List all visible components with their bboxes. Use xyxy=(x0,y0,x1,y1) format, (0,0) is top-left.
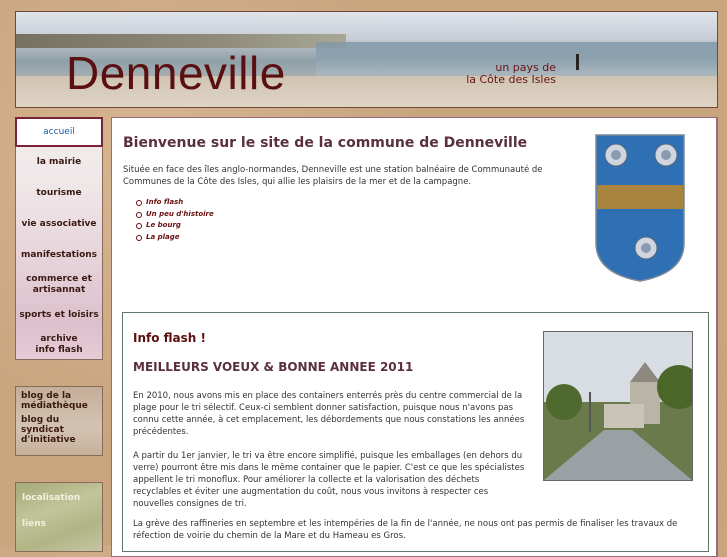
info-flash-box xyxy=(122,312,709,552)
link-bourg[interactable]: Le bourg xyxy=(146,220,214,232)
nav-item-accueil[interactable]: accueil xyxy=(15,117,103,147)
info-paragraph: A partir du 1er janvier, le tri va être encore simplifié, puisque les emballages (en dehors du verre) pourront être mis dans le même container que le papier. C'est ce que les spécialistes appellent le tri monoflux. Pour améliorer la collecte et la valorisation des déchets recyclables et éviter une augmentation du coût, nous vous invitons à respecter ces nouvelles consignes de tri. xyxy=(133,451,525,509)
nav-item-blog-syndicat[interactable]: blog du syndicat d'initiative xyxy=(21,415,76,445)
link-info-flash[interactable]: Info flash xyxy=(146,197,214,209)
nav-item-manifestations[interactable]: manifestations xyxy=(20,249,98,260)
main-content xyxy=(111,117,718,557)
village-photo xyxy=(543,331,693,481)
tagline-line1: un pays de xyxy=(495,61,556,74)
tagline-line2: la Côte des Isles xyxy=(466,73,556,86)
intro-text: Située en face des îles anglo-normandes, Denneville est une station balnéaire de Communauté de Communes de la Côte des Isles, qui allie les plaisirs de la mer et de la campagne. xyxy=(123,165,543,187)
link-histoire[interactable]: Un peu d'histoire xyxy=(146,209,214,221)
sidebar-blogs xyxy=(15,386,103,456)
link-plage[interactable]: La plage xyxy=(146,232,214,244)
info-paragraph: En 2010, nous avons mis en place des containers enterrés près du centre commercial de la plage pour le tri sélectif. Ceux-ci semblent donner satisfaction, puisque nous n'avons pas connu cette année, à cet emplacement, les débordements que nous constations les années précédentes. xyxy=(133,391,525,437)
nav-item-commerce[interactable]: commerce et artisannat xyxy=(26,274,92,295)
nav-item-sports[interactable]: sports et loisirs xyxy=(19,309,99,320)
nav-item-liens[interactable]: liens xyxy=(22,519,47,529)
nav-item-vie-associative[interactable]: vie associative xyxy=(21,219,97,229)
sidebar-nav xyxy=(15,117,103,360)
info-flash-subtitle: MEILLEURS VOEUX & BONNE ANNEE 2011 xyxy=(133,360,414,374)
nav-item-mairie[interactable]: la mairie xyxy=(36,157,82,167)
site-title: Denneville xyxy=(66,47,286,99)
banner-person xyxy=(576,54,579,70)
info-paragraph: La grève des raffineries en septembre et les intempéries de la fin de l'année, ne nous ont pas permis de finaliser les travaux de réfection de voirie du chemin de la Mare et du Hameau es Gros. xyxy=(133,519,678,541)
quick-links xyxy=(146,197,214,243)
nav-item-archive[interactable]: archive info flash xyxy=(35,334,83,355)
shield-icon xyxy=(592,133,688,285)
nav-item-tourisme[interactable]: tourisme xyxy=(36,188,82,198)
site-tagline xyxy=(444,62,556,86)
page-title: Bienvenue sur le site de la commune de Denneville xyxy=(123,135,528,151)
sidebar-extra xyxy=(15,482,103,552)
rose-icon xyxy=(635,237,657,259)
nav-item-localisation[interactable]: localisation xyxy=(22,493,81,503)
rose-icon xyxy=(605,144,627,166)
site-banner xyxy=(15,11,718,108)
info-flash-title: Info flash ! xyxy=(133,331,206,345)
rose-icon xyxy=(655,144,677,166)
nav-item-blog-mediatheque[interactable]: blog de la médiathèque xyxy=(21,391,88,411)
